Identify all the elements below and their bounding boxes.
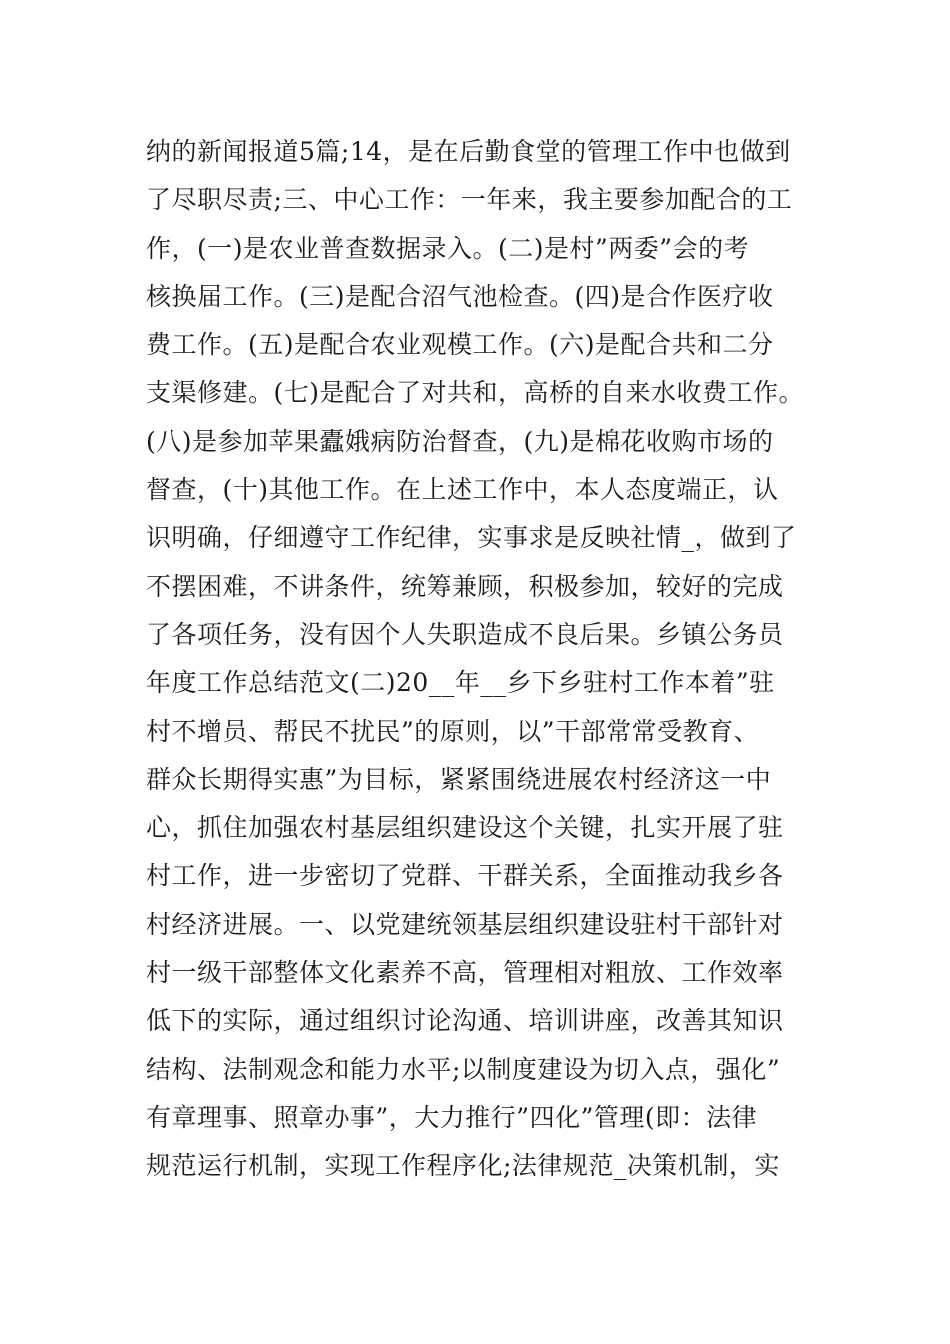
text-line: 督查，(十)其他工作。在上述工作中，本人态度端正，认 (146, 475, 779, 505)
text-line: 村工作，进一步密切了党群、干群关系，全面推动我乡各 (146, 861, 784, 891)
text-line: 群众长期得实惠”为目标，紧紧围绕进展农村经济这一中 (146, 764, 772, 794)
text-line: 心，抓住加强农村基层组织建设这个关键，扎实开展了驻 (146, 813, 784, 843)
text-line: (八)是参加苹果蠹娥病防治督查，(九)是棉花收购市场的 (146, 426, 774, 456)
text-line: 作，(一)是农业普查数据录入。(二)是村”两委”会的考 (146, 233, 750, 263)
text-line: 年度工作总结范文(二)20__年__乡下乡驻村工作本着”驻 (146, 668, 775, 698)
text-line: 纳的新闻报道5篇;14，是在后勤食堂的管理工作中也做到 (146, 137, 791, 166)
text-line: 核换届工作。(三)是配合沼气池检查。(四)是合作医疗收 (146, 281, 774, 311)
text-line: 了尽职尽责;三、中心工作：一年来，我主要参加配合的工 (146, 185, 793, 215)
text-line: 费工作。(五)是配合农业观模工作。(六)是配合共和二分 (146, 330, 774, 360)
text-line: 识明确，仔细遵守工作纪律，实事求是反映社情_，做到了 (146, 523, 797, 553)
text-line: 规范运行机制，实现工作程序化;法律规范_决策机制，实 (146, 1151, 780, 1181)
text-line: 结构、法制观念和能力水平;以制度建设为切入点，强化” (146, 1054, 781, 1084)
text-line: 村一级干部整体文化素养不高，管理相对粗放、工作效率 (146, 958, 784, 988)
text-line: 支渠修建。(七)是配合了对共和，高桥的自来水收费工作。 (146, 378, 805, 408)
text-line: 低下的实际，通过组织讨论沟通、培训讲座，改善其知识 (146, 1006, 784, 1036)
text-line: 有章理事、照章办事”，大力推行”四化”管理(即：法律 (146, 1102, 758, 1132)
text-line: 了各项任务，没有因个人失职造成不良后果。乡镇公务员 (146, 619, 784, 649)
text-line: 村经济进展。一、以党建统领基层组织建设驻村干部针对 (146, 909, 784, 939)
text-line: 村不增员、帮民不扰民”的原则，以”干部常常受教育、 (146, 716, 760, 746)
text-line: 不摆困难，不讲条件，统筹兼顾，积极参加，较好的完成 (146, 571, 784, 601)
body-text (146, 128, 826, 1191)
